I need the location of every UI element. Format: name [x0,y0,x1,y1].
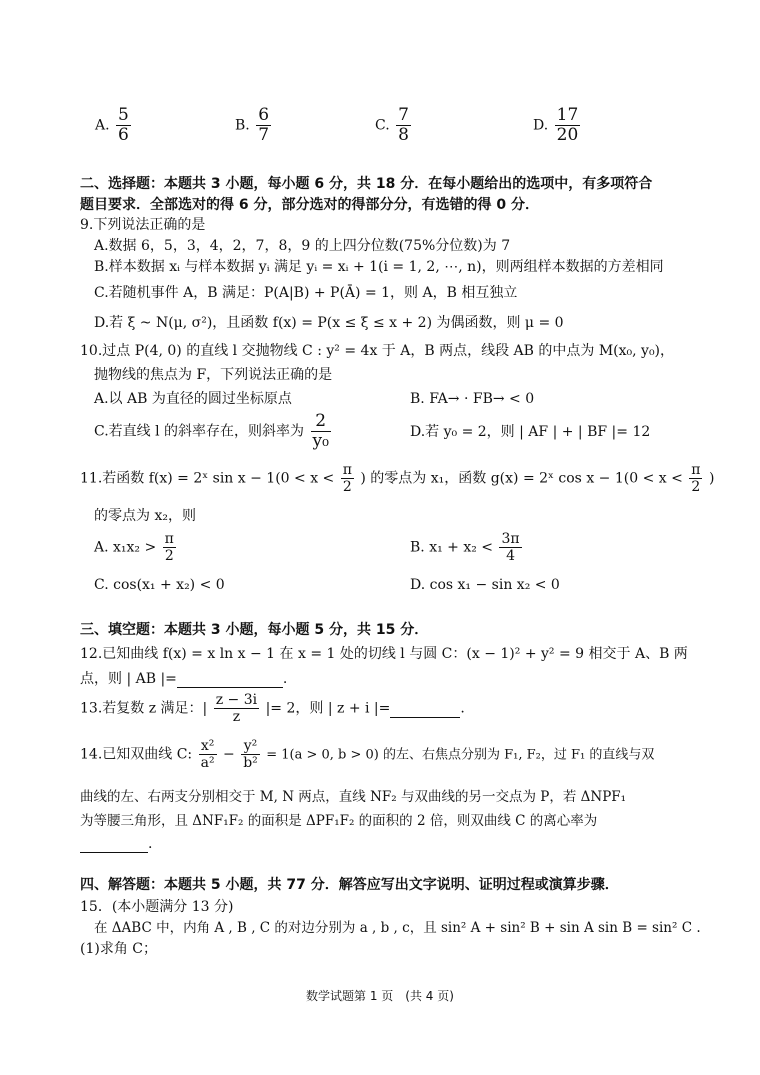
section2-heading-line1: 二、选择题：本题共 3 小题，每小题 6 分，共 18 分．在每小题给出的选项中，有多项符合 [80,176,653,192]
fraction: $\frac{3\pi}{4}$ [501,531,520,564]
q12-line1: 12.已知曲线 f(x) = x ln x − 1 在 x = 1 处的切线 l 与圆 C：(x − 1)² + y² = 9 相交于 A、B 两 [80,646,688,662]
q11-option-c: C. cos(x₁ + x₂) < 0 [94,577,225,593]
q14-line1: 14.已知双曲线 C: $\frac{\text{x²}}{\text{a²}}$ − $\frac{\text{y²}}{\text{b²}}$ = 1(a > 0, b > 0) 的左、右焦点分别为 F₁, F₂，过 F₁ 的直线与双 [80,738,655,771]
fraction: $\frac{17}{20}$ [556,105,579,145]
fraction: $\frac{\text{y²}}{\text{b²}}$ [243,738,258,771]
q10-stem-line2: 抛物线的焦点为 F，下列说法正确的是 [94,367,333,383]
q11-option-d: D. cos x₁ − sin x₂ < 0 [410,577,560,593]
q9-option-d: D.若 ξ ~ N(μ, σ²)，且函数 f(x) = P(x ≤ ξ ≤ x + 2) 为偶函数，则 μ = 0 [94,315,564,331]
fraction: $\frac{7}{8}$ [398,105,409,145]
section2-heading-line2: 题目要求．全部选对的得 6 分，部分选对的得部分分，有选错的得 0 分． [80,197,539,213]
q11-stem-line2: 的零点为 x₂，则 [94,508,196,524]
q9-option-a: A.数据 6，5，3，4，2，7，8，9 的上四分位数(75%分位数)为 7 [94,238,511,254]
fraction: $\frac{\text{x²}}{\text{a²}}$ [200,738,215,771]
q11-stem-line1: 11.若函数 f(x) = 2ˣ sin x − 1(0 < x < $\frac{\pi}{2}$ ) 的零点为 x₁，函数 g(x) = 2ˣ cos x − 1(0 < x < $\frac{\pi}{2}$ ) [80,462,715,495]
q9-option-c: C.若随机事件 A，B 满足：P(A|B) + P(Ā) = 1，则 A，B 相互独立 [94,285,518,301]
q14-line2: 曲线的左、右两支分别相交于 M, N 两点，直线 NF₂ 与双曲线的另一交点为 P，若 ΔNPF₁ [80,789,627,805]
q9-option-b: B.样本数据 xᵢ 与样本数据 yᵢ 满足 yᵢ = xᵢ + 1(i = 1, 2, ⋯, n)，则两组样本数据的方差相同 [94,259,664,275]
q10-option-c: C.若直线 l 的斜率存在，则斜率为 $\frac{2}{\text{y₀}}$ [94,411,329,451]
q8-option-b [235,106,273,145]
fraction: $\frac{6}{7}$ [258,105,270,145]
q8-option-a [95,106,133,145]
fraction: $\frac{\pi}{2}$ [691,462,701,495]
section3-heading: 三、填空题：本题共 3 小题，每小题 5 分，共 15 分． [80,622,429,638]
q8-option-d [533,106,582,145]
option-label: D. [533,117,549,134]
option-label: C. [375,117,390,134]
page-footer: 数学试题第 1 页 (共 4 页) [306,989,454,1003]
q11-option-a: A. x₁x₂ > $\frac{\pi}{2}$ [94,531,174,564]
option-label: A. [95,117,110,134]
fraction: $\frac{\pi}{2}$ [164,531,174,564]
fraction: $\frac{5}{6}$ [118,105,129,145]
q15-title: 15．(本小题满分 13 分) [80,899,234,915]
option-label: B. [235,117,250,134]
q14-line4: . [80,836,152,853]
q12-line2: 点，则 | AB |= . [80,671,288,687]
answer-blank[interactable] [177,671,283,688]
answer-blank[interactable] [390,701,460,718]
q14-line3: 为等腰三角形，且 ΔNF₁F₂ 的面积是 ΔPF₁F₂ 的面积的 2 倍，则双曲线 C 的离心率为 [80,813,598,829]
fraction: $\frac{2}{\text{y₀}}$ [312,411,329,451]
q10-stem-line1: 10.过点 P(4, 0) 的直线 l 交抛物线 C : y² = 4x 于 A，B 两点，线段 AB 的中点为 M(x₀, y₀)， [80,343,675,359]
q10-option-a: A.以 AB 为直径的圆过坐标原点 [94,391,292,407]
q11-option-b: B. x₁ + x₂ < $\frac{3\pi}{4}$ [410,531,520,564]
q9-stem: 9.下列说法正确的是 [80,217,206,233]
section4-heading: 四、解答题：本题共 5 小题，共 77 分．解答应写出文字说明、证明过程或演算步骤． [80,877,619,893]
q15-part1: (1)求角 C； [80,941,157,957]
fraction: $\frac{z - 3i}{z}$ [215,692,258,725]
answer-blank[interactable] [80,836,148,853]
q8-option-c [375,106,413,145]
q10-option-b: B. FA→ · FB→ < 0 [410,391,535,407]
q10-option-d: D.若 y₀ = 2，则 | AF | + | BF |= 12 [410,424,651,440]
q13-line: 13.若复数 z 满足：| $\frac{z - 3i}{z}$ |= 2，则 | z + i |= . [80,692,465,725]
q15-line1: 在 ΔABC 中，内角 A , B , C 的对边分别为 a , b , c，且 sin² A + sin² B + sin A sin B = sin² C . [94,920,701,936]
fraction: $\frac{\pi}{2}$ [342,462,352,495]
